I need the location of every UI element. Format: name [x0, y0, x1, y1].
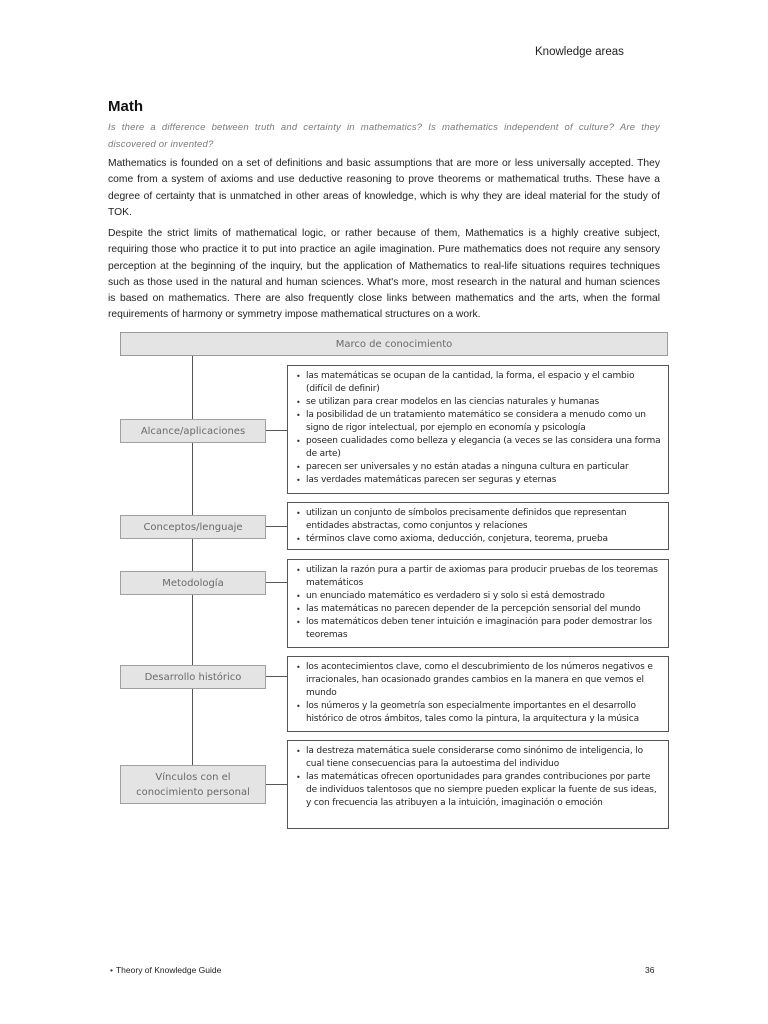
- connector-line: [266, 582, 287, 583]
- connector-line: [266, 430, 287, 431]
- page-title: Math: [108, 98, 143, 115]
- list-item: • utilizan la razón pura a partir de axiomas para producir pruebas de los teoremas matemáticos: [294, 564, 662, 590]
- label-alcance-aplicaciones: Alcance/aplicaciones: [120, 419, 266, 443]
- list-item: • poseen cualidades como belleza y elegancia (a veces se las considera una forma de arte): [294, 435, 662, 461]
- label-conceptos-lenguaje: Conceptos/lenguaje: [120, 515, 266, 539]
- list-item: • las matemáticas no parecen depender de la percepción sensorial del mundo: [294, 603, 662, 616]
- list-item: • las matemáticas se ocupan de la cantidad, la forma, el espacio y el cambio (difícil de definir): [294, 370, 662, 396]
- list-item: • un enunciado matemático es verdadero si y solo si está demostrado: [294, 590, 662, 603]
- paragraph-2: Despite the strict limits of mathematical logic, or rather because of them, Mathematics is a highly creative subject, requiring those who practice it to put into practice an agile imagination. Pure mathematics does not require any sensory perception at the beginning of the inquiry, but the application of Mathematics to real-life situations requires techniques such as those used in the natural and human sciences. What's more, most research in the natural and human sciences is based on mathematics. There are also frequently close links between mathematics and the arts, when the formal requirements of harmony or symmetry impose mathematical structures on a work.: [108, 228, 660, 321]
- diagram-header: Marco de conocimiento: [120, 332, 668, 356]
- paragraph-1: Mathematics is founded on a set of definitions and basic assumptions that are more or less universally accepted. They come from a system of axioms and use deductive reasoning to prove theorems or mathematical truths. These have a degree of certainty that is unmatched in other areas of knowledge, which is why they are ideal material for the study of TOK.: [108, 158, 660, 218]
- list-item: • los acontecimientos clave, como el descubrimiento de los números negativos e irracionales, han ocasionado grandes cambios en la manera en que vemos el mundo: [294, 661, 662, 700]
- list-item: • parecen ser universales y no están atadas a ninguna cultura en particular: [294, 461, 662, 474]
- connector-line: [266, 676, 287, 677]
- diagram-spine-line: [192, 356, 193, 766]
- list-item: • términos clave como axioma, deducción, conjetura, teorema, prueba: [294, 533, 662, 546]
- list-item: • utilizan un conjunto de símbolos precisamente definidos que representan entidades abstractas, como conjuntos y relaciones: [294, 507, 662, 533]
- label-metodologia: Metodología: [120, 571, 266, 595]
- list-item: • la posibilidad de un tratamiento matemático se considera a menudo como un signo de rigor intelectual, por ejemplo en economía y psicología: [294, 409, 662, 435]
- list-item: • los matemáticos deben tener intuición e imaginación para poder demostrar los teoremas: [294, 616, 662, 642]
- content-alcance-aplicaciones: [287, 365, 669, 494]
- page-number: 36: [645, 965, 655, 975]
- content-conceptos-lenguaje: [287, 502, 669, 550]
- list-item: • las matemáticas ofrecen oportunidades para grandes contribuciones por parte de individuos talentosos que no siempre pueden explicar la fuente de sus ideas, y con frecuencia las atribuyen a la intuición, imaginación o emoción: [294, 771, 662, 810]
- connector-line: [266, 526, 287, 527]
- content-desarrollo-historico: [287, 656, 669, 732]
- connector-line: [266, 784, 287, 785]
- footer-guide-title: [110, 965, 221, 975]
- label-desarrollo-historico: Desarrollo histórico: [120, 665, 266, 689]
- list-item: • se utilizan para crear modelos en las ciencias naturales y humanas: [294, 396, 662, 409]
- content-metodologia: [287, 559, 669, 648]
- bullet-icon: •: [110, 965, 113, 975]
- list-item: • los números y la geometría son especialmente importantes en el desarrollo histórico de otros ámbitos, tales como la pintura, la arquitectura y la música: [294, 700, 662, 726]
- list-item: • la destreza matemática suele considerarse como sinónimo de inteligencia, lo cual tiene consecuencias para la autoestima del individuo: [294, 745, 662, 771]
- page-header-section: Knowledge areas: [535, 46, 624, 58]
- label-vinculos-conocimiento-personal: Vínculos con el conocimiento personal: [120, 765, 266, 804]
- footer-guide-label: Theory of Knowledge Guide: [115, 965, 222, 975]
- knowledge-questions: Is there a difference between truth and certainty in mathematics? Is mathematics independent of culture? Are they discovered or invented?: [108, 122, 660, 150]
- list-item: • las verdades matemáticas parecen ser seguras y eternas: [294, 474, 662, 487]
- content-vinculos-conocimiento-personal: [287, 740, 669, 829]
